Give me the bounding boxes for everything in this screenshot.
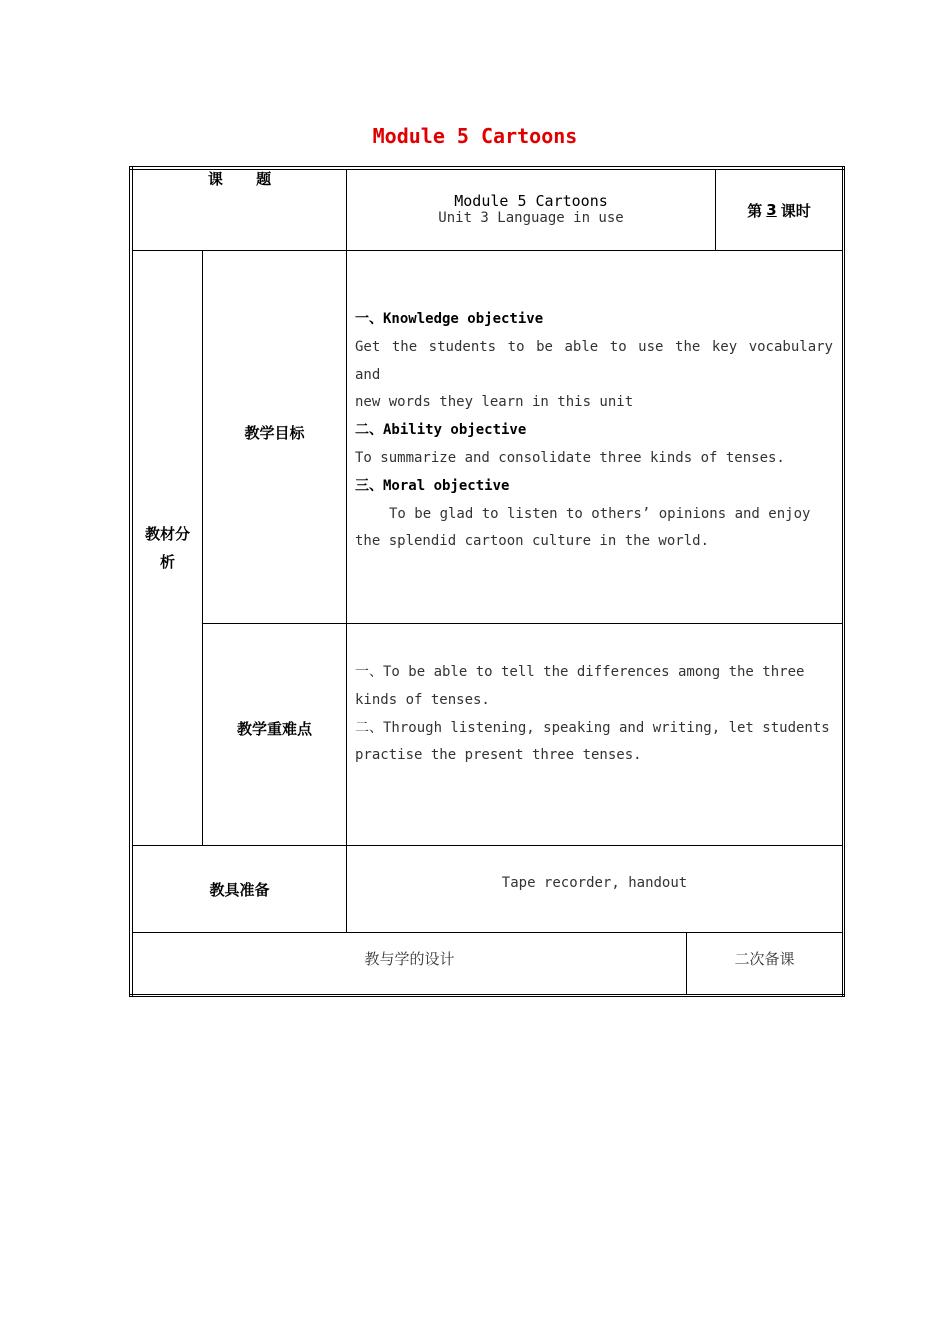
period-suffix: 课时 [780,201,811,220]
document-title: Module 5 Cartoons [372,124,578,148]
objectives-label [203,418,346,446]
moral-text-line2: the splendid cartoon culture in the world. [355,533,710,550]
period-prefix: 第 [747,201,763,220]
rule [202,623,843,624]
rule [132,250,843,251]
key-points-label-text: 教学重难点 [236,719,312,738]
subject-label-text: 课 题 [207,170,272,188]
objectives-label-text: 教学目标 [244,423,305,442]
analysis-label-line1: 教材分 [144,525,190,543]
key-points-content [355,659,833,770]
rule [129,994,845,995]
moral-text-line1: To be glad to listen to others’ opinions and enjoy [389,505,811,522]
analysis-label [133,251,202,845]
key-points-label [203,714,346,742]
knowledge-heading: 一、Knowledge objective [355,311,544,327]
subject-value [347,193,715,227]
subject-label [133,168,346,189]
second-preparation-label [687,933,842,983]
module-title: Module 5 Cartoons [454,192,608,210]
unit-title: Unit 3 Language in use [438,210,624,226]
key-point-1-line1: 一、To be able to tell the differences among the three [355,664,805,680]
moral-heading: 三、Moral objective [355,477,510,494]
key-point-1-line2: kinds of tenses. [355,691,490,708]
second-preparation-text: 二次备课 [734,949,795,968]
knowledge-text-line1: Get the students to be able to use the key vocabulary and [355,338,833,383]
ability-heading: 二、Ability objective [355,422,527,439]
rule [842,166,843,997]
materials-value-text: Tape recorder, handout [501,875,688,891]
ability-text: To summarize and consolidate three kinds of tenses. [355,449,785,466]
materials-label [133,846,346,932]
knowledge-text-line2: new words they learn in this unit [355,394,634,411]
period-number: 3 [766,201,777,219]
rule [202,250,203,845]
key-point-2-line1: 二、Through listening, speaking and writing, let students [355,719,830,736]
materials-label-text: 教具准备 [209,880,270,899]
analysis-label-line2: 析 [159,553,175,571]
key-point-2-line2: practise the present three tenses. [355,747,642,764]
design-label-text: 教与学的设计 [364,949,455,968]
rule [346,169,347,932]
design-label [133,933,686,983]
objectives-content [355,306,833,556]
period-cell [716,170,842,250]
materials-value [347,846,842,920]
